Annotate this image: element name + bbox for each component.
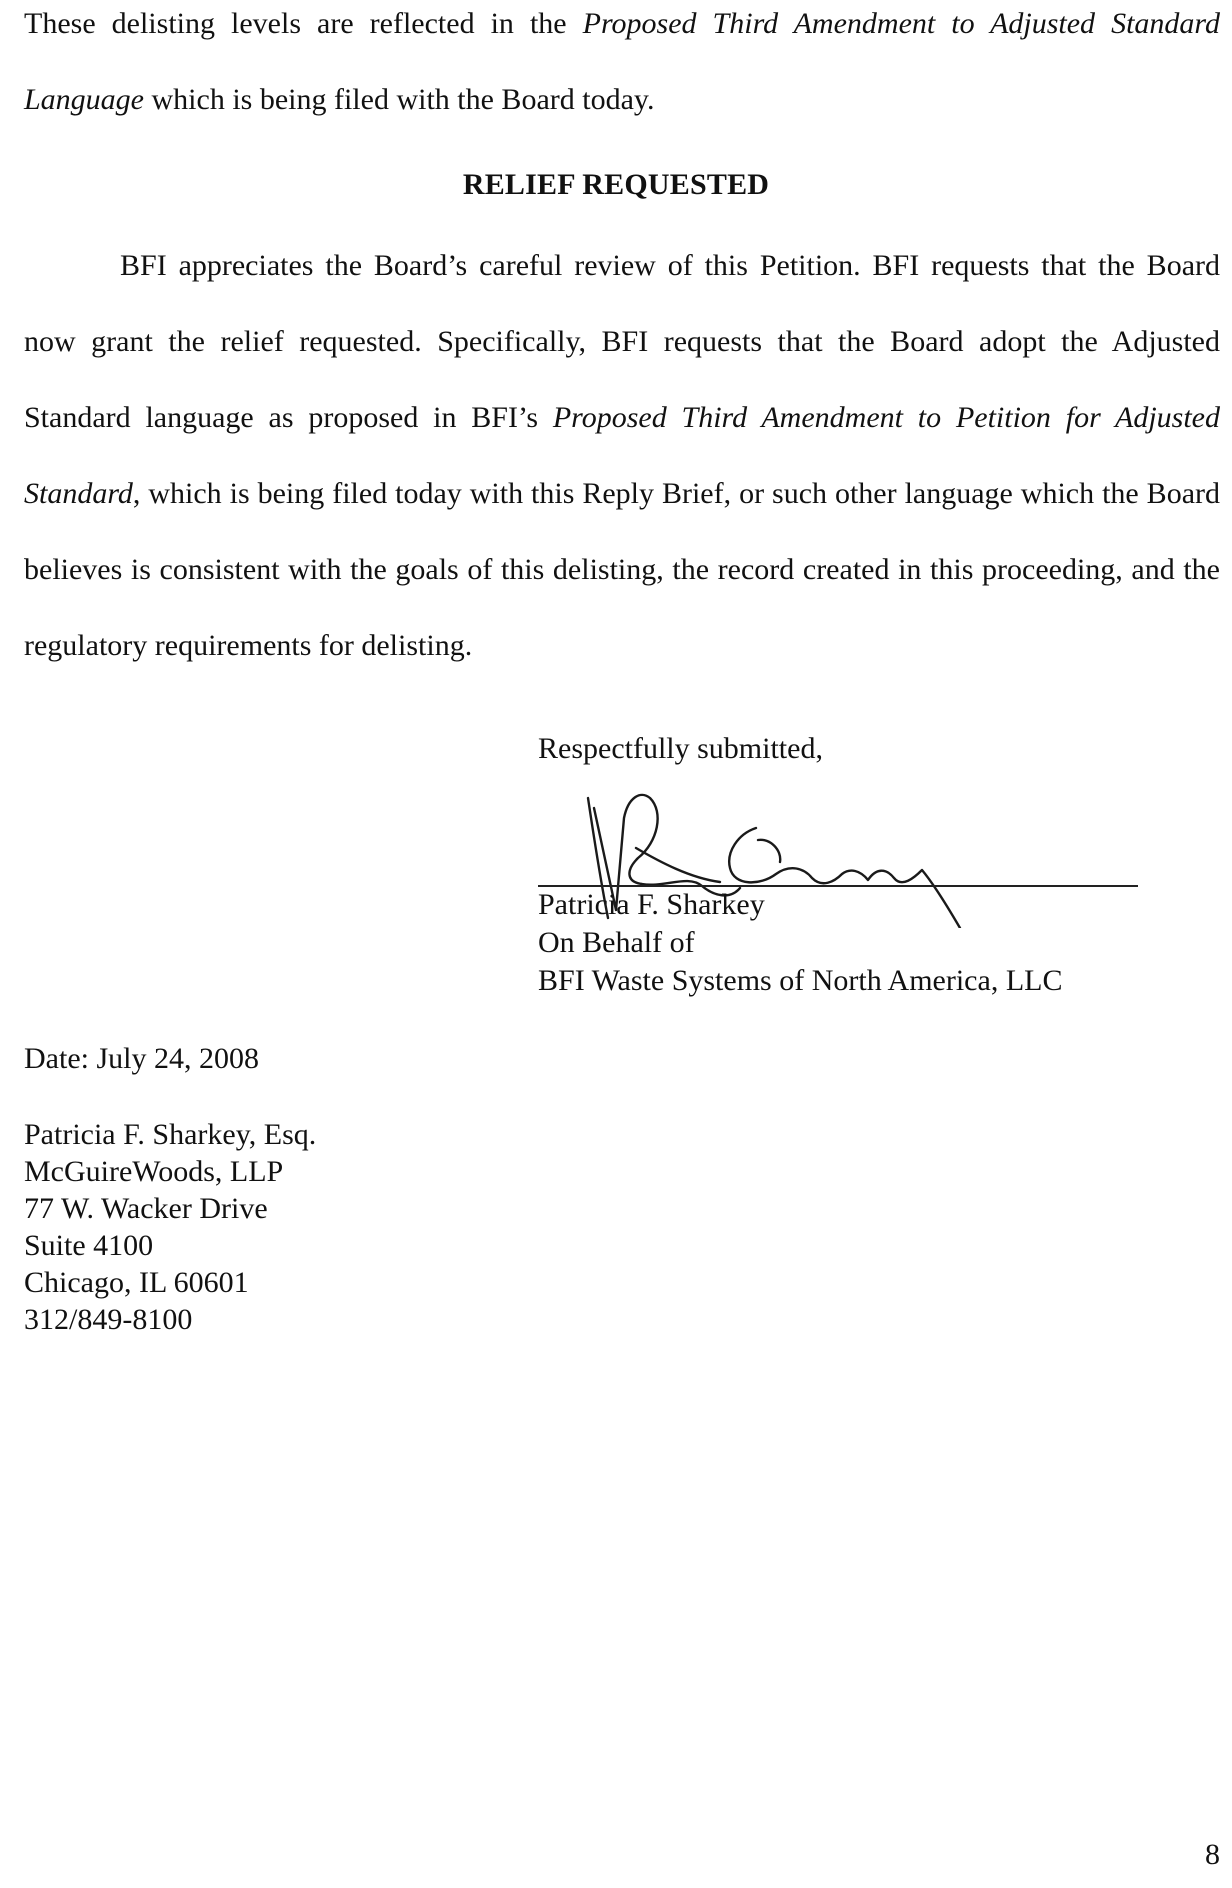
date-line: Date: July 24, 2008 — [24, 1042, 259, 1075]
attorney-address — [24, 1116, 316, 1338]
para1-tail: which is being filed with the Board today. — [144, 83, 655, 116]
address-line: Suite 4100 — [24, 1229, 154, 1262]
address-line: Patricia F. Sharkey, Esq. — [24, 1118, 317, 1151]
company-name: BFI Waste Systems of North America, LLC — [538, 964, 1063, 997]
para2-tail: , which is being filed today with this Reply Brief, or such other language which the Board believes is consistent with the goals of this delisting, the record created in this proceeding, and the regulatory requirements for delisting. — [24, 477, 1220, 662]
on-behalf-text: On Behalf of — [538, 926, 695, 959]
closing-block — [538, 730, 1138, 768]
paragraph-relief-requested — [24, 228, 1220, 684]
para1-title: Proposed Third Amendment to Adjusted Standard Language — [24, 7, 1220, 116]
para2-title: Proposed Third Amendment to Petition for Adjusted Standard — [24, 401, 1221, 510]
para1-lead: These delisting levels are reflected in the — [24, 7, 583, 40]
paragraph-delisting-levels — [24, 0, 1220, 138]
address-line: 77 W. Wacker Drive — [24, 1192, 268, 1225]
section-heading: RELIEF REQUESTED — [462, 168, 770, 201]
para2-lead: BFI appreciates the Board’s careful review of this Petition. BFI requests that the Board now grant the relief requested. Specifically, BFI requests that the Board adopt the Adjusted Standard language as proposed in BFI’s — [24, 249, 1220, 434]
signatory-name: Patricia F. Sharkey — [538, 888, 765, 921]
address-line: 312/849-8100 — [24, 1303, 193, 1336]
signatory-block — [538, 886, 1178, 1000]
closing-text: Respectfully submitted, — [538, 732, 823, 765]
address-line: Chicago, IL 60601 — [24, 1266, 249, 1299]
address-line: McGuireWoods, LLP — [24, 1155, 284, 1188]
page-number: 8 — [1205, 1838, 1220, 1871]
